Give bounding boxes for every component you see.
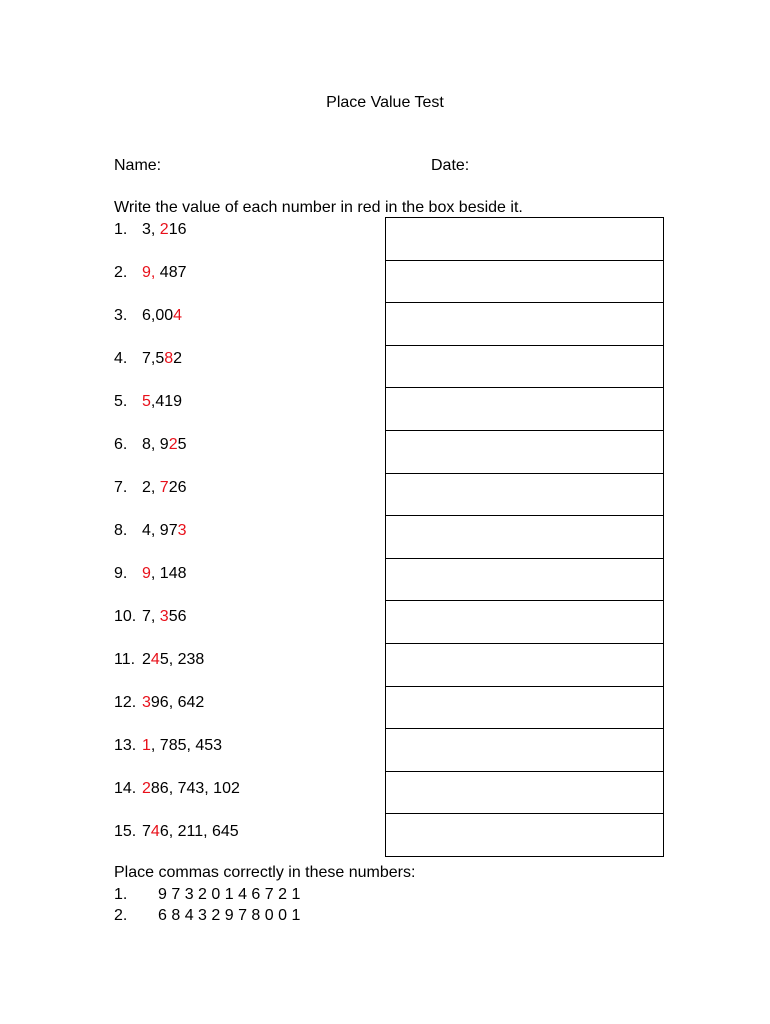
question-9 — [114, 565, 187, 583]
question-5 — [114, 393, 182, 411]
question-number: 3. — [114, 307, 128, 324]
answer-box-2[interactable] — [385, 261, 664, 304]
question-number: 13. — [114, 737, 137, 754]
comma-item-number: 2. — [114, 907, 128, 924]
question-6 — [114, 436, 187, 454]
comma-item-digits: 6 8 4 3 2 9 7 8 0 0 1 — [158, 907, 301, 924]
number-part: 8, 9 — [142, 436, 169, 453]
highlighted-digit: 7 — [159, 479, 169, 496]
question-7 — [114, 479, 187, 497]
highlighted-digit: 4 — [173, 307, 183, 324]
name-label: Name: — [114, 157, 162, 174]
question-11 — [114, 651, 204, 669]
answer-box-13[interactable] — [385, 729, 664, 772]
question-2 — [114, 264, 186, 282]
question-12 — [114, 694, 204, 712]
highlighted-digit: 3 — [159, 608, 169, 625]
question-number: 5. — [114, 393, 128, 410]
answer-box-15[interactable] — [385, 814, 664, 857]
comma-item-1 — [114, 886, 300, 904]
answer-box-12[interactable] — [385, 687, 664, 730]
answer-box-14[interactable] — [385, 772, 664, 815]
number-part: 5 — [177, 436, 187, 453]
answer-box-7[interactable] — [385, 474, 664, 517]
commas-heading: Place commas correctly in these numbers: — [114, 864, 416, 881]
answer-box-8[interactable] — [385, 516, 664, 559]
answer-box-3[interactable] — [385, 303, 664, 346]
number-part: 2, — [142, 479, 160, 496]
instructions: Write the value of each number in red in the box beside it. — [114, 199, 523, 216]
number-part: 16 — [168, 221, 187, 238]
question-number: 12. — [114, 694, 137, 711]
question-number: 2. — [114, 264, 128, 281]
question-number: 8. — [114, 522, 128, 539]
question-4 — [114, 350, 182, 368]
number-part: ,419 — [150, 393, 183, 410]
number-part: 96, 642 — [150, 694, 205, 711]
number-part: 26 — [168, 479, 187, 496]
number-part: 6,00 — [142, 307, 174, 324]
question-number: 4. — [114, 350, 128, 367]
number-part: 7, — [142, 608, 160, 625]
comma-item-2 — [114, 907, 300, 925]
question-15 — [114, 823, 239, 841]
question-number: 9. — [114, 565, 128, 582]
comma-item-number: 1. — [114, 886, 128, 903]
number-part: 56 — [168, 608, 187, 625]
number-part: , 785, 453 — [150, 737, 223, 754]
question-3 — [114, 307, 182, 325]
number-part: 4, 97 — [142, 522, 178, 539]
answer-box-1[interactable] — [385, 218, 664, 261]
number-part: , 148 — [150, 565, 187, 582]
number-part: 2 — [142, 651, 151, 668]
answer-box-5[interactable] — [385, 388, 664, 431]
question-number: 6. — [114, 436, 128, 453]
question-number: 11. — [114, 651, 136, 668]
number-part: 7,5 — [142, 350, 165, 367]
highlighted-digit: 9 — [142, 565, 151, 582]
highlighted-digit: 2 — [168, 436, 178, 453]
highlighted-digit: 4 — [150, 651, 160, 668]
number-part: 3, — [142, 221, 160, 238]
question-1 — [114, 221, 187, 239]
question-number: 15. — [114, 823, 137, 840]
question-number: 14. — [114, 780, 137, 797]
answer-box-11[interactable] — [385, 644, 664, 687]
answer-box-10[interactable] — [385, 601, 664, 644]
question-number: 7. — [114, 479, 128, 496]
comma-item-digits: 9 7 3 2 0 1 4 6 7 2 1 — [158, 886, 301, 903]
answer-box-4[interactable] — [385, 346, 664, 389]
answer-box-6[interactable] — [385, 431, 664, 474]
highlighted-digit: 2 — [142, 780, 151, 797]
question-10 — [114, 608, 187, 626]
date-label: Date: — [431, 157, 470, 174]
question-8 — [114, 522, 187, 540]
highlighted-digit: 9, — [142, 264, 156, 281]
highlighted-digit: 3 — [177, 522, 187, 539]
question-14 — [114, 780, 240, 798]
number-part: 86, 743, 102 — [150, 780, 240, 797]
question-number: 1. — [114, 221, 128, 238]
question-13 — [114, 737, 222, 755]
number-part: 487 — [155, 264, 187, 281]
number-part: 5, 238 — [159, 651, 205, 668]
number-part: 2 — [173, 350, 183, 367]
highlighted-digit: 5 — [142, 393, 151, 410]
question-number: 10. — [114, 608, 137, 625]
highlighted-digit: 4 — [150, 823, 160, 840]
highlighted-digit: 8 — [164, 350, 174, 367]
page-title: Place Value Test — [326, 94, 444, 111]
highlighted-digit: 1 — [142, 737, 151, 754]
highlighted-digit: 2 — [159, 221, 169, 238]
highlighted-digit: 3 — [142, 694, 151, 711]
answer-box-column — [385, 217, 664, 857]
number-part: 7 — [142, 823, 151, 840]
number-part: 6, 211, 645 — [159, 823, 239, 840]
answer-box-9[interactable] — [385, 559, 664, 602]
